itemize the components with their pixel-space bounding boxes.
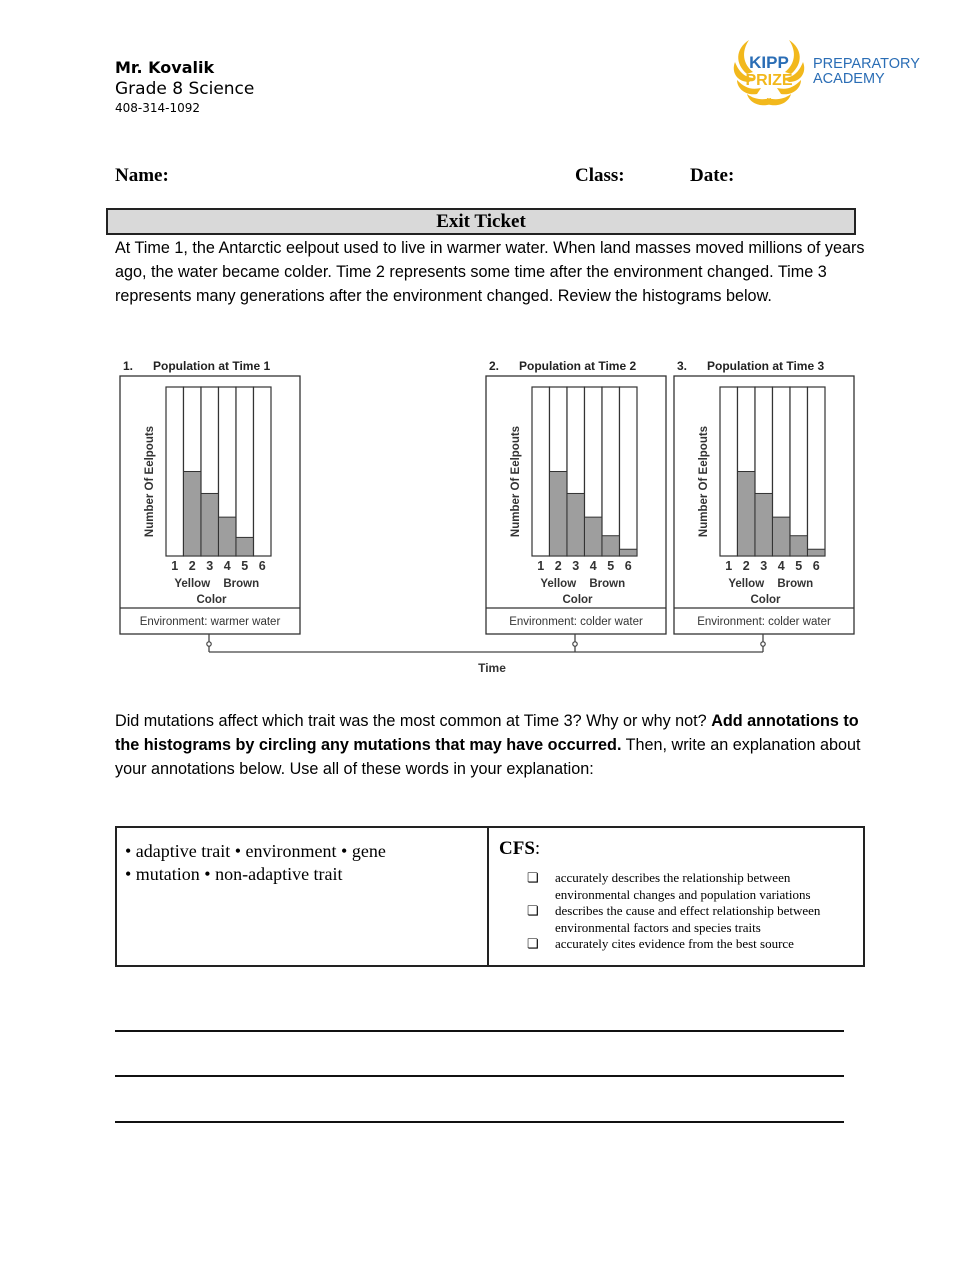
rubric-table	[115, 826, 865, 967]
panel-title: Population at Time 1	[153, 359, 271, 373]
histogram-bar	[219, 517, 237, 556]
checkbox-icon[interactable]: ❏	[527, 870, 539, 885]
cfs-item-text: describes the cause and effect relationship between environmental factors and species traits	[555, 903, 821, 935]
bin-tick-label: 3	[760, 559, 768, 573]
panel-number: 3.	[677, 359, 688, 373]
histogram-bar	[550, 472, 568, 557]
environment-label: Environment: warmer water	[139, 616, 281, 628]
question-text-part1: Did mutations affect which trait was the most common at Time 3? Why or why not?	[115, 712, 712, 730]
bin-tick-label: 6	[624, 559, 632, 573]
answer-line[interactable]	[115, 1030, 844, 1032]
bin-tick-label: 2	[188, 559, 196, 573]
histogram-bar	[585, 517, 603, 556]
panel-title: Population at Time 3	[707, 359, 825, 373]
bin-tick-label: 6	[812, 559, 820, 573]
question-text-part2: Then, write an explanation about your annotations below. Use all of these words in your explanation:	[115, 736, 861, 778]
y-axis-label: Number Of Eelpouts	[698, 425, 710, 538]
bin-tick-label: 3	[206, 559, 214, 573]
bin-tick-label: 4	[589, 559, 597, 573]
histogram-column	[166, 387, 184, 556]
histogram-bar	[184, 472, 202, 557]
word-bank-line1: • adaptive trait • environment • gene	[125, 841, 386, 861]
bin-tick-label: 6	[258, 559, 266, 573]
histogram-bar	[236, 537, 254, 556]
bin-tick-label: 2	[554, 559, 562, 573]
bin-tick-label: 5	[607, 559, 615, 573]
histogram-bar	[201, 493, 219, 556]
histogram-bar	[773, 517, 791, 556]
histogram-bar	[602, 536, 620, 556]
histogram-column	[602, 387, 620, 556]
logo-prize-text: PRIZE	[745, 72, 793, 89]
histogram-figure	[115, 350, 865, 680]
checkbox-icon[interactable]: ❏	[527, 903, 539, 918]
bin-high-label: Brown	[589, 578, 626, 590]
bin-high-label: Brown	[777, 578, 814, 590]
cfs-title-label: CFS	[499, 838, 535, 859]
logo-kipp-text: KIPP	[749, 53, 789, 72]
bin-tick-label: 4	[777, 559, 785, 573]
histogram-bar	[567, 493, 585, 556]
cfs-item-text: accurately describes the relationship between environmental changes and population variations	[555, 870, 811, 902]
bin-tick-label: 3	[572, 559, 580, 573]
class-label: Class:	[575, 165, 625, 186]
histogram-column	[620, 387, 638, 556]
word-bank-line2: • mutation • non-adaptive trait	[125, 864, 343, 884]
histogram-bar	[808, 549, 826, 556]
histogram-column	[720, 387, 738, 556]
bin-low-label: Yellow	[540, 578, 577, 590]
cfs-item	[499, 870, 855, 903]
bin-high-label: Brown	[223, 578, 260, 590]
name-label: Name:	[115, 165, 169, 186]
x-axis-label: Color	[196, 594, 227, 606]
course-name: Grade 8 Science	[115, 79, 255, 99]
environment-label: Environment: colder water	[697, 616, 831, 628]
logo-school-line2: ACADEMY	[813, 71, 885, 87]
answer-line[interactable]	[115, 1075, 844, 1077]
panel-number: 2.	[489, 359, 500, 373]
x-axis-label: Color	[750, 594, 781, 606]
bin-tick-label: 1	[537, 559, 545, 573]
timeline-dot	[761, 642, 765, 646]
histogram-bar	[790, 536, 808, 556]
intro-paragraph: At Time 1, the Antarctic eelpout used to live in warmer water. When land masses moved millions of years ago, the water became colder. Time 2 represents some time after the environment changed. Time 3 represents many generations after the environment changed. Review the histograms below.	[115, 239, 865, 305]
question-paragraph	[115, 709, 875, 781]
histogram-bar	[620, 549, 638, 556]
cfs-item-text: accurately cites evidence from the best source	[555, 936, 794, 951]
timeline-dot	[573, 642, 577, 646]
bin-low-label: Yellow	[174, 578, 211, 590]
bin-tick-label: 5	[795, 559, 803, 573]
cfs-list	[499, 870, 855, 953]
exit-ticket-title: Exit Ticket	[106, 208, 856, 235]
histogram-column	[254, 387, 272, 556]
bin-tick-label: 5	[241, 559, 249, 573]
histogram-column	[532, 387, 550, 556]
checkbox-icon[interactable]: ❏	[527, 936, 539, 951]
school-logo	[727, 34, 927, 114]
y-axis-label: Number Of Eelpouts	[144, 425, 156, 538]
environment-label: Environment: colder water	[509, 616, 643, 628]
logo-school-line1: PREPARATORY	[813, 56, 920, 72]
histogram-column	[808, 387, 826, 556]
bin-tick-label: 1	[725, 559, 733, 573]
word-bank	[117, 828, 489, 965]
question-instruction-bold: Add annotations to the histograms by circling any mutations that may have occurred.	[115, 712, 859, 754]
cfs-item	[499, 936, 855, 953]
histogram-bar	[755, 493, 773, 556]
phone-number: 408-314-1092	[115, 101, 201, 115]
date-label: Date:	[690, 165, 735, 186]
bin-tick-label: 2	[742, 559, 750, 573]
answer-line[interactable]	[115, 1121, 844, 1123]
timeline-label: Time	[478, 661, 506, 675]
timeline-dot	[207, 642, 211, 646]
teacher-name: Mr. Kovalik	[115, 58, 215, 77]
bin-low-label: Yellow	[728, 578, 765, 590]
cfs-title-colon: :	[534, 838, 541, 859]
cfs-item	[499, 903, 855, 936]
histogram-bar	[738, 472, 756, 557]
panel-title: Population at Time 2	[519, 359, 637, 373]
histogram-column	[790, 387, 808, 556]
histogram-column	[236, 387, 254, 556]
cfs-criteria	[491, 828, 863, 965]
panel-number: 1.	[123, 359, 134, 373]
cfs-title	[499, 838, 855, 860]
bin-tick-label: 4	[223, 559, 231, 573]
x-axis-label: Color	[562, 594, 593, 606]
y-axis-label: Number Of Eelpouts	[510, 425, 522, 538]
bin-tick-label: 1	[171, 559, 179, 573]
